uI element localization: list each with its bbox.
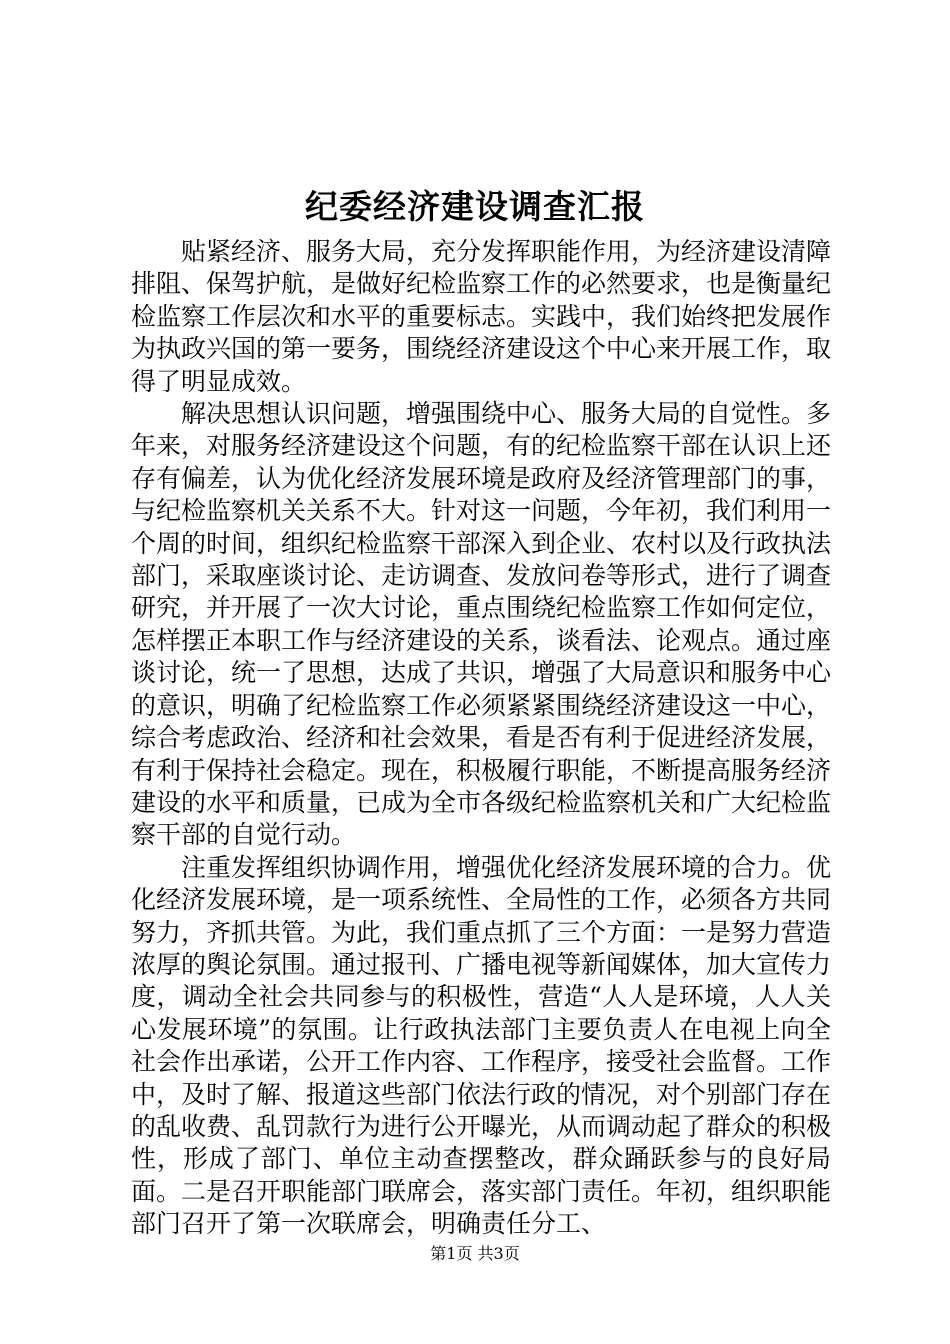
document-title: 纪委经济建设调查汇报: [305, 187, 645, 226]
paragraph-2: 解决思想认识问题，增强围绕中心、服务大局的自觉性。多年来，对服务经济建设这个问题，有的纪检监察干部在认识上还存有偏差，认为优化经济发展环境是政府及经济管理部门的事，与纪检监察机关关系不大。针对这一问题，今年初，我们利用一个周的时间，组织纪检监察干部深入到企业、农村以及行政执法部门，采取座谈讨论、走访调查、发放问卷等形式，进行了调查研究，并开展了一次大讨论，重点围绕纪检监察工作如何定位，怎样摆正本职工作与经济建设的关系，谈看法、论观点。通过座谈讨论，统一了思想，达成了共识，增强了大局意识和服务中心的意识，明确了纪检监察工作必须紧紧围绕经济建设这一中心，综合考虑政治、经济和社会效果，看是否有利于促进经济发展，有利于保持社会稳定。现在，积极履行职能，不断提高服务经济建设的水平和质量，已成为全市各级纪检监察机关和广大纪检监察干部的自觉行动。: [131, 399, 832, 850]
page-footer: 第1页 共3页: [430, 1244, 520, 1263]
paragraph-3: 注重发挥组织协调作用，增强优化经济发展环境的合力。优化经济发展环境，是一项系统性、全局性的工作，必须各方共同努力，齐抓共管。为此，我们重点抓了三个方面：一是努力营造浓厚的舆论氛围。通过报刊、广播电视等新闻媒体，加大宣传力度，调动全社会共同参与的积极性，营造“人人是环境，人人关心发展环境”的氛围。让行政执法部门主要负责人在电视上向全社会作出承诺，公开工作内容、工作程序，接受社会监督。工作中，及时了解、报道这些部门依法行政的情况，对个别部门存在的乱收费、乱罚款行为进行公开曝光，从而调动起了群众的积极性，形成了部门、单位主动查摆整改，群众踊跃参与的良好局面。二是召开职能部门联席会，落实部门责任。年初，组织职能部门召开了第一次联席会，明确责任分工、: [131, 852, 832, 1239]
document-body: [131, 236, 831, 1241]
paragraph-1: 贴紧经济、服务大局，充分发挥职能作用，为经济建设清障排阻、保驾护航，是做好纪检监察工作的必然要求，也是衡量纪检监察工作层次和水平的重要标志。实践中，我们始终把发展作为执政兴国的第一要务，围绕经济建设这个中心来开展工作，取得了明显成效。: [131, 237, 832, 396]
